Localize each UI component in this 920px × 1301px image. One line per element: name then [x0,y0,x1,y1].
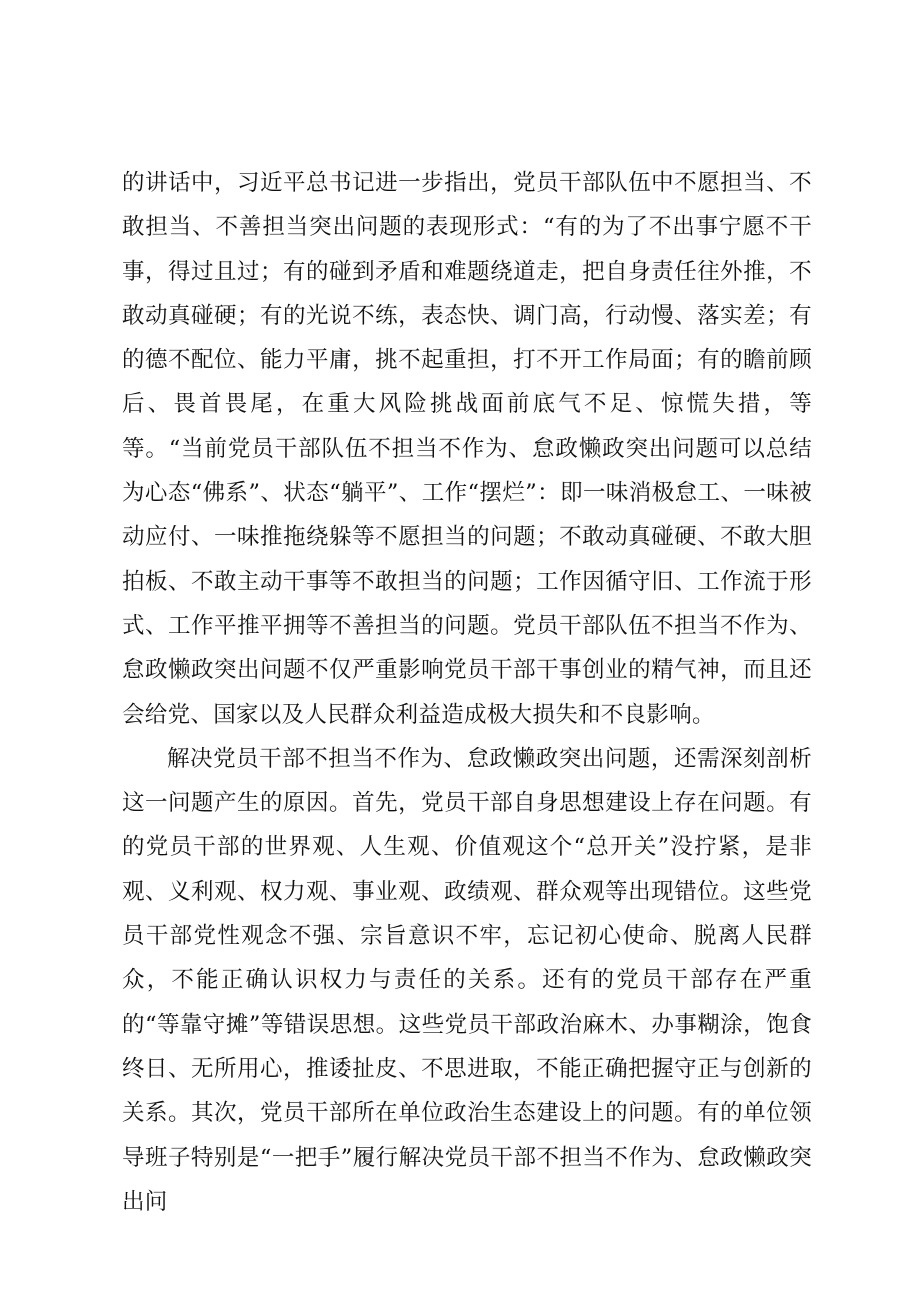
paragraph-1: 的讲话中，习近平总书记进一步指出，党员干部队伍中不愿担当、不敢担当、不善担当突出问题的表现形式：“有的为了不出事宁愿不干事，得过且过；有的碰到矛盾和难题绕道走，把自身责任往外推，不敢动真碰硬；有的光说不练，表态快、调门高，行动慢、落实差；有的德不配位、能力平庸，挑不起重担，打不开工作局面；有的瞻前顾后、畏首畏尾，在重大风险挑战面前底气不足、惊慌失措，等等。“当前党员干部队伍不担当不作为、怠政懒政突出问题可以总结为心态“佛系”、状态“躺平”、工作“摆烂”：即一味消极怠工、一味被动应付、一味推拖绕躲等不愿担当的问题；不敢动真碰硬、不敢大胆拍板、不敢主动干事等不敢担当的问题；工作因循守旧、工作流于形式、工作平推平拥等不善担当的问题。党员干部队伍不担当不作为、怠政懒政突出问题不仅严重影响党员干部干事创业的精气神，而且还会给党、国家以及人民群众利益造成极大损失和不良影响。 [122,170,812,728]
paragraph-2: 解决党员干部不担当不作为、怠政懒政突出问题，还需深刻剖析这一问题产生的原因。首先，党员干部自身思想建设上存在问题。有的党员干部的世界观、人生观、价值观这个“总开关”没拧紧，是非观、义利观、权力观、事业观、政绩观、群众观等出现错位。这些党员干部党性观念不强、宗旨意识不牢，忘记初心使命、脱离人民群众，不能正确认识权力与责任的关系。还有的党员干部存在严重的“等靠守摊”等错误思想。这些党员干部政治麻木、办事糊涂，饱食终日、无所用心，推诿扯皮、不思进取，不能正确把握守正与创新的关系。其次，党员干部所在单位政治生态建设上的问题。有的单位领导班子特别是“一把手”履行解决党员干部不担当不作为、怠政懒政突出问 [122,745,812,1215]
document-body [122,161,812,1224]
